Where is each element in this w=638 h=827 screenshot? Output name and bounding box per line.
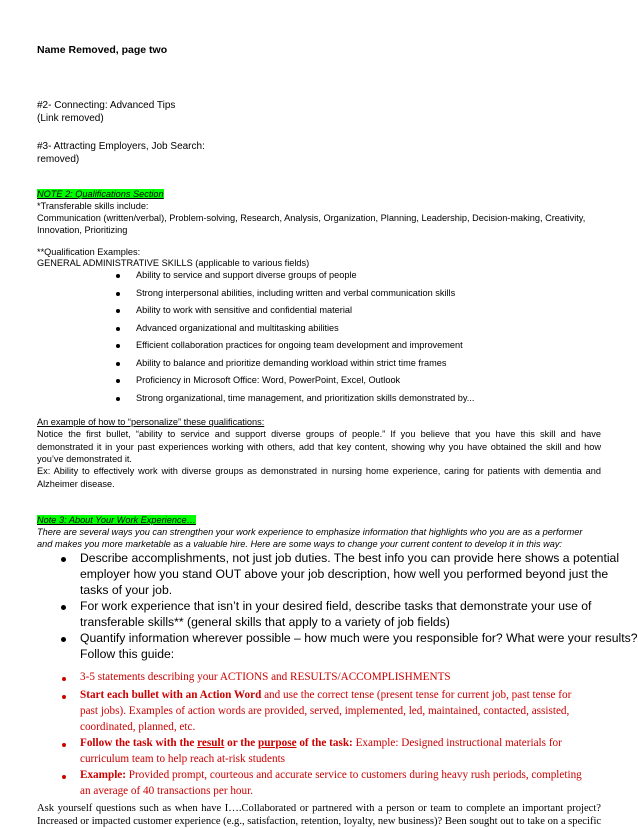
tip-removed: removed) xyxy=(37,154,80,165)
bullet-dot xyxy=(61,605,66,610)
closing-line2: Increased or impacted customer experience (e.g., satisfaction, retention, loyalty, new business)? Been sought out to take on a specific xyxy=(37,816,602,827)
bullet-dot xyxy=(61,637,66,642)
tip-attracting: #3- Attracting Employers, Job Search: xyxy=(37,141,205,152)
note3-title: Note 3: About Your Work Experience… xyxy=(37,515,196,525)
list-item: Start each bullet with an Action Word and use the correct tense (present tense for current job, past tense for xyxy=(80,689,572,701)
note3-line1: There are several ways you can strengthen your work experience to emphasize information that highlights who you are as a performer xyxy=(37,527,583,537)
bullet-dot xyxy=(62,677,66,681)
list-item: Proficiency in Microsoft Office: Word, PowerPoint, Excel, Outlook xyxy=(136,375,401,385)
list-item: employer how you stand OUT above your job description, how well you performed beyond just the xyxy=(80,567,609,581)
list-item: Follow the task with the result or the purpose of the task: Example: Designed instructional materials for xyxy=(80,737,562,749)
bullet-dot xyxy=(62,695,66,699)
bullet-dot xyxy=(61,557,66,562)
list-item: Strong interpersonal abilities, including written and verbal communication skills xyxy=(136,288,456,298)
list-item: Follow this guide: xyxy=(80,647,175,661)
list-item: 3-5 statements describing your ACTIONS and RESULTS/ACCOMPLISHMENTS xyxy=(80,671,451,683)
list-item: coordinated, planned, etc. xyxy=(80,721,196,733)
list-item: Efficient collaboration practices for ongoing team development and improvement xyxy=(136,340,463,350)
note2-skills-line1: Communication (written/verbal), Problem-solving, Research, Analysis, Organization, Planning, Leadership, Decision-making, Creativity, xyxy=(37,213,586,223)
bullet-dot xyxy=(116,327,120,331)
list-item: For work experience that isn’t in your desired field, describe tasks that demonstrate your use of xyxy=(80,599,592,613)
note2-title: NOTE 2: Qualifications Section xyxy=(37,189,164,199)
bullet-dot xyxy=(116,379,120,383)
list-item: Ability to balance and prioritize demanding workload within strict time frames xyxy=(136,358,447,368)
list-item: curriculum team to help reach at-risk students xyxy=(80,753,286,765)
list-item: an average of 40 transactions per hour. xyxy=(80,785,254,797)
list-item: Example: Provided prompt, courteous and accurate service to customers during heavy rush periods, completing xyxy=(80,769,582,781)
bullet-dot xyxy=(116,292,120,296)
tip-connecting: #2- Connecting: Advanced Tips xyxy=(37,100,176,111)
tip-link-removed: (Link removed) xyxy=(37,113,104,124)
personalize-line5: Alzheimer disease. xyxy=(37,479,115,489)
personalize-line3: you’ve demonstrated it. xyxy=(37,454,132,464)
list-item: Quantify information wherever possible – how much were you responsible for? What were your results? xyxy=(80,631,638,645)
list-item: Strong organizational, time management, and prioritization skills demonstrated by... xyxy=(136,393,475,403)
page-header: Name Removed, page two xyxy=(37,44,168,56)
bullet-dot xyxy=(116,274,120,278)
bullet-dot xyxy=(62,743,66,747)
list-item: Describe accomplishments, not just job duties. The best info you can provide here shows a potential xyxy=(80,551,620,565)
note2-examples-label: **Qualification Examples: xyxy=(37,247,141,257)
note2-general-label: GENERAL ADMINISTRATIVE SKILLS (applicable to various fields) xyxy=(37,258,310,268)
personalize-line4: Ex: Ability to effectively work with diverse groups as demonstrated in nursing home experience, caring for patients with dementia and xyxy=(37,466,601,476)
bullet-dot xyxy=(116,362,120,366)
personalize-line1: Notice the first bullet, “ability to service and support diverse groups of people.” If you believe that you have this skill and have xyxy=(37,429,601,439)
list-item: transferable skills** (general skills that apply to a variety of job fields) xyxy=(80,615,450,629)
bullet-dot xyxy=(62,775,66,779)
list-item: past jobs). Examples of action words are provided, served, implemented, led, maintained, contacted, assisted, xyxy=(80,705,570,717)
list-item: tasks of your job. xyxy=(80,583,173,597)
note3-line2: and makes you more marketable as a valuable hire. Here are some ways to change your current content to develop it in this way: xyxy=(37,539,562,549)
list-item: Ability to work with sensitive and confidential material xyxy=(136,305,353,315)
list-item: Advanced organizational and multitasking abilities xyxy=(136,323,339,333)
bullet-dot xyxy=(116,397,120,401)
personalize-line2: demonstrated it in your past experiences working with others, add that key content, showing why you have obtained the skill and how xyxy=(37,442,601,452)
list-item: Ability to service and support diverse groups of people xyxy=(136,270,357,280)
bullet-dot xyxy=(116,309,120,313)
closing-line1: Ask yourself questions such as when have I….Collaborated or partnered with a person or team to complete an important project? xyxy=(37,803,601,814)
note2-skills-line2: Innovation, Prioritizing xyxy=(37,225,128,235)
bullet-dot xyxy=(116,344,120,348)
note2-intro: *Transferable skills include: xyxy=(37,201,149,211)
personalize-heading: An example of how to “personalize” these qualifications: xyxy=(37,417,265,427)
